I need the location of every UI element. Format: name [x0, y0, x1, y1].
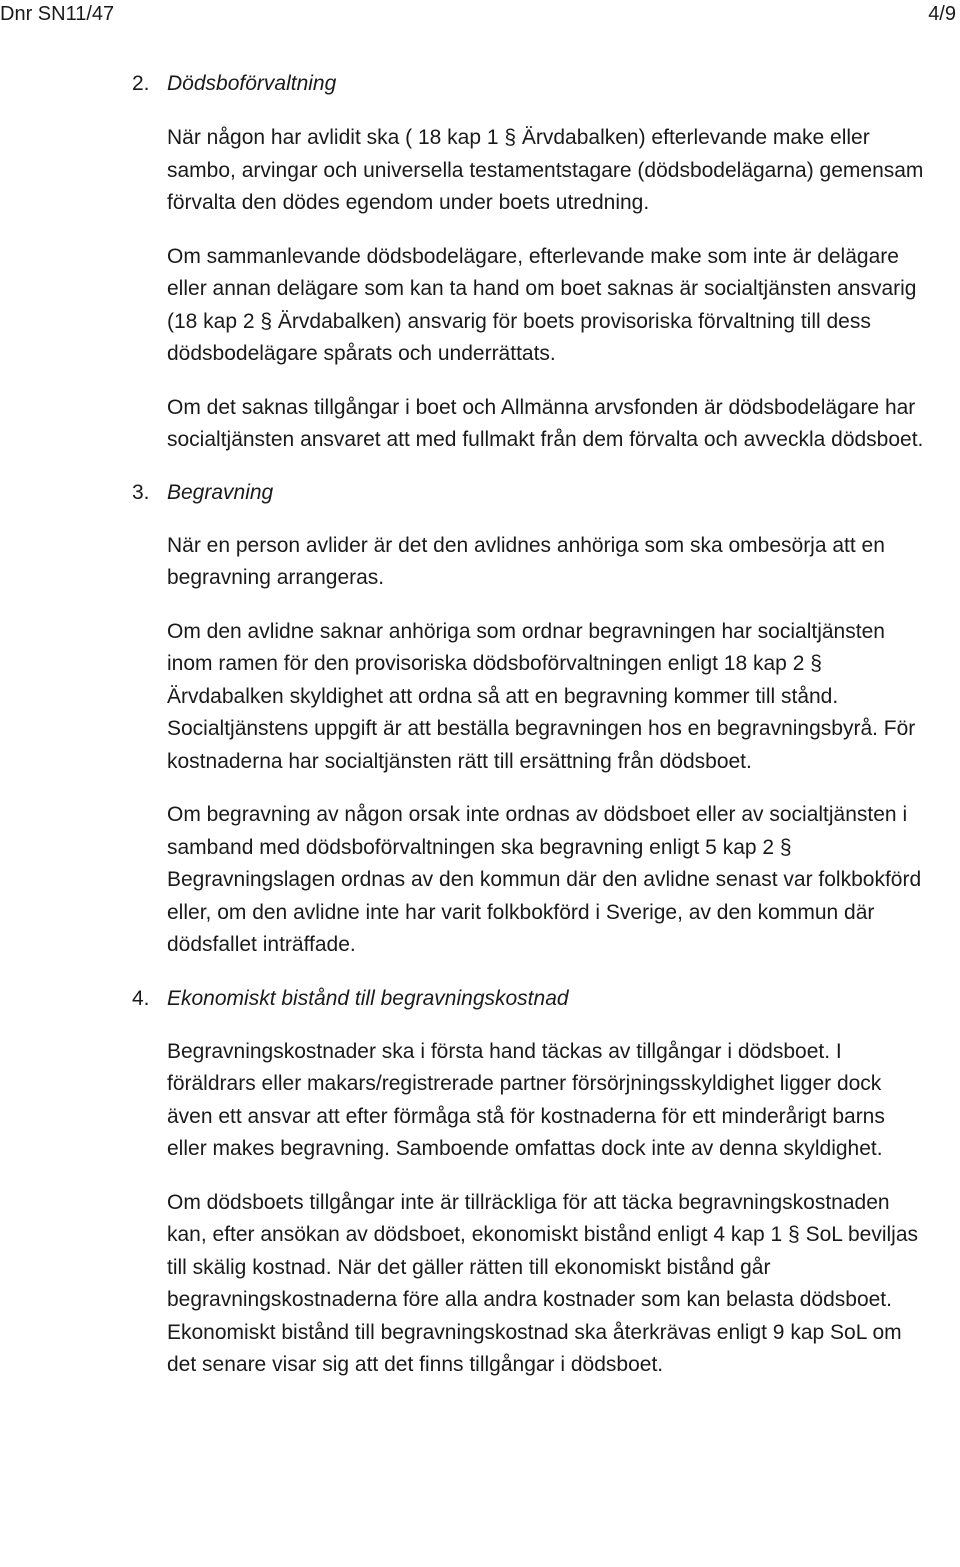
page-header [0, 0, 960, 32]
page-number: 4/9 [928, 3, 956, 25]
paragraph: Om begravning av någon orsak inte ordnas av dödsboet eller av socialtjänsten i samband med dödsboförvaltningen ska begravning enligt 5 kap 2 § Begravningslagen ordnas av den kommun där den avlidne senast var folkbokförd eller, om den avlidne inte har varit folkbokförd i Sverige, av den kommun där dödsfallet inträffade. [167, 803, 922, 956]
section-heading-dodsboforvaltning [132, 68, 927, 100]
document-body [132, 68, 927, 1382]
section-title: Dödsboförvaltning [167, 72, 337, 95]
section-number: 3. [132, 480, 150, 504]
paragraph: Om den avlidne saknar anhöriga som ordnar begravningen har socialtjänsten inom ramen för den provisoriska dödsboförvaltningen enligt 18 kap 2 § Ärvdabalken skyldighet att ordna så att en begravning kommer till stånd. Socialtjänstens uppgift är att beställa begravningen hos en begravningsbyrå. För kostnaderna har socialtjänsten rätt till ersättning från dödsboet. [167, 619, 916, 773]
paragraph: Om dödsboets tillgångar inte är tillräckliga för att täcka begravningskostnaden kan, efter ansökan av dödsboet, ekonomiskt bistånd enligt 4 kap 1 § SoL beviljas till skälig kostnad. När det gäller rätten till ekonomiskt bistånd går begravningskostnaderna före alla andra kostnader som kan belasta dödsboet. Ekonomiskt bistånd till begravningskostnad ska återkrävas enligt 9 kap SoL om det senare visar sig att det finns tillgångar i dödsboet. [167, 1190, 919, 1376]
section-title: Ekonomiskt bistånd till begravningskostnad [167, 986, 569, 1010]
section-heading-ekonomiskt-bistand [132, 983, 927, 1015]
paragraph: Begravningskostnader ska i första hand täckas av tillgångar i dödsboet. I föräldrars eller makars/registrerade partner försörjningsskyldighet ligger dock även ett ansvar att efter förmåga stå för kostnaderna för ett minderårigt barns eller makes begravning. Samboende omfattas dock inte av denna skyldighet. [167, 1039, 885, 1160]
section-title: Begravning [167, 480, 274, 504]
section-number: 4. [132, 986, 150, 1010]
document-number: Dnr SN11/47 [0, 3, 115, 25]
paragraph: Om sammanlevande dödsbodelägare, efterlevande make som inte är delägare eller annan delägare som kan ta hand om boet saknas är socialtjänsten ansvarig (18 kap 2 § Ärvdabalken) ansvarig för boets provisoriska förvaltning till dess dödsbodelägare spårats och underrättats. [167, 244, 917, 365]
section-heading-begravning [132, 477, 927, 509]
paragraph: När en person avlider är det den avlidnes anhöriga som ska ombesörja att en begravning arrangeras. [167, 533, 885, 589]
section-number: 2. [132, 72, 150, 95]
paragraph: När någon har avlidit ska ( 18 kap 1 § Ärvdabalken) efterlevande make eller sambo, arvingar och universella testamentstagare (dödsbodelägarna) gemensam förvalta den dödes egendom under boets utredning. [167, 126, 924, 214]
paragraph: Om det saknas tillgångar i boet och Allmänna arvsfonden är dödsbodelägare har socialtjänsten ansvaret att med fullmakt från dem förvalta och avveckla dödsboet. [167, 395, 924, 451]
